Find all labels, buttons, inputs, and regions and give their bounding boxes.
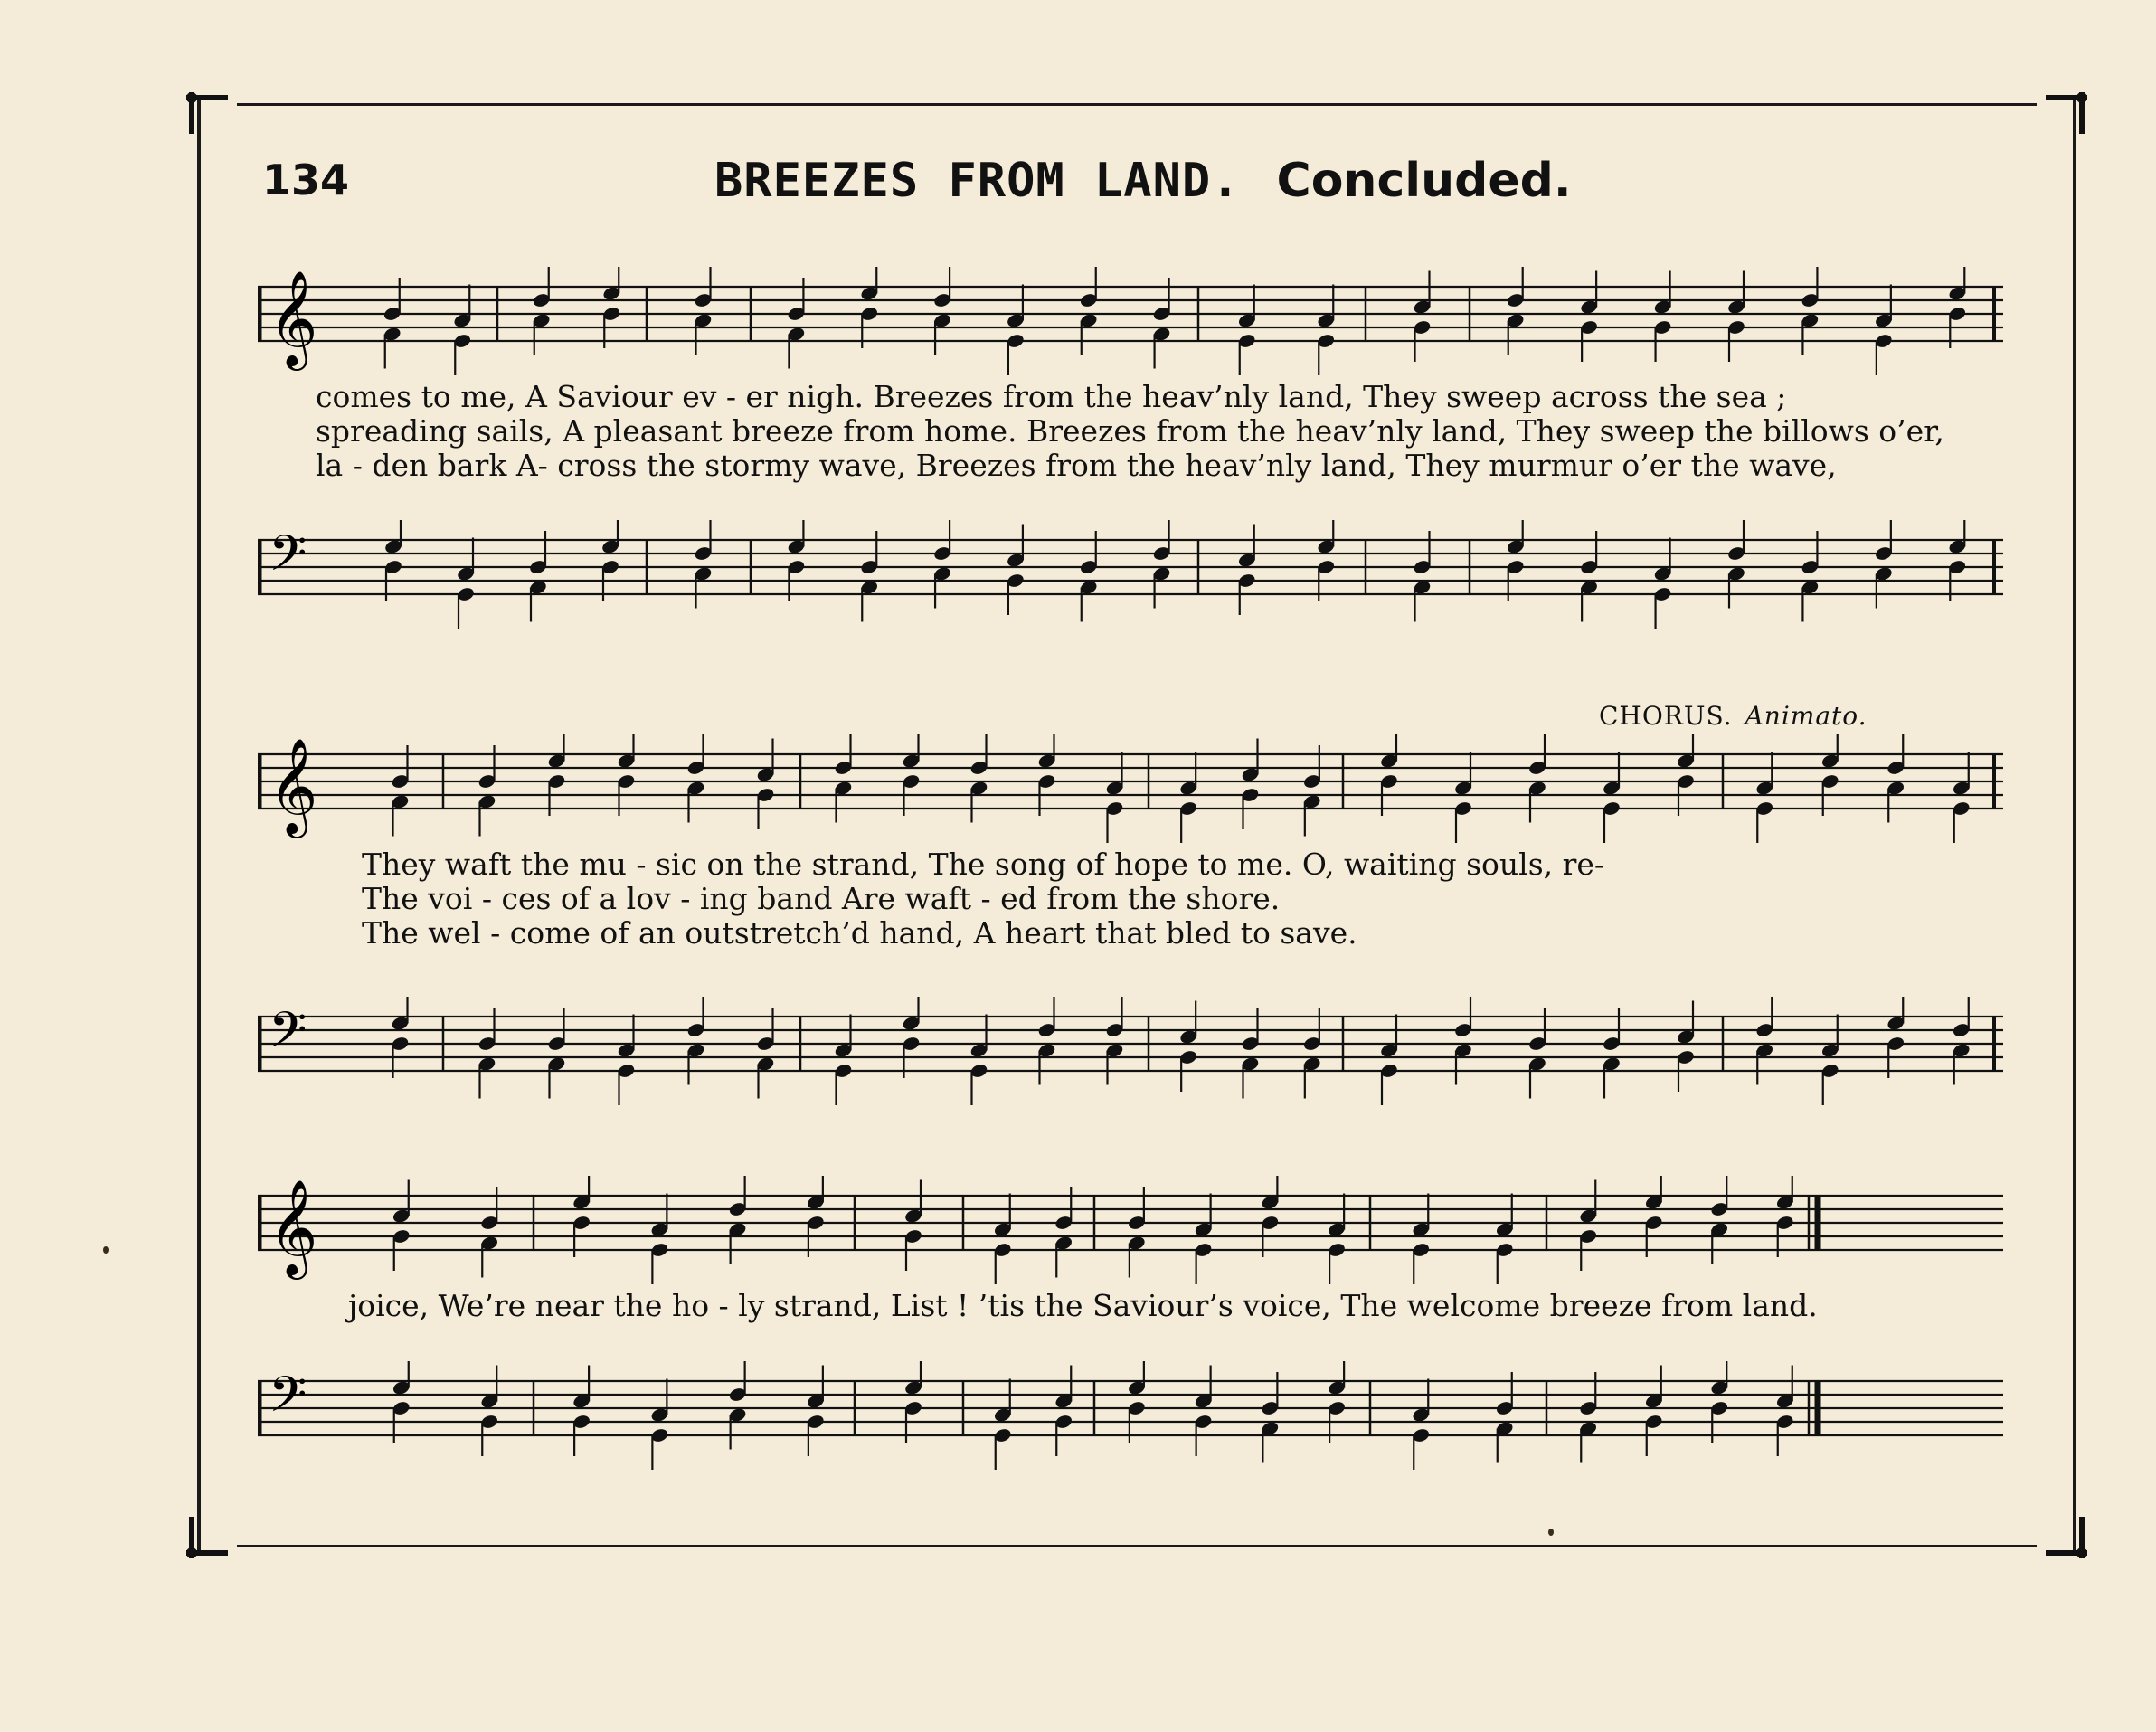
lyrics-block (316, 380, 1944, 483)
page-number: 134 (262, 156, 350, 204)
corner-ornament-icon (2037, 89, 2091, 143)
treble-staff (258, 1176, 2003, 1284)
frame-bottom-rule (237, 1545, 2037, 1547)
music-system-1 (258, 267, 2003, 594)
lyric-verse-3: The wel - come of an outstretch’d hand, A heart that bled to save. (362, 915, 1357, 951)
lyric-verse-3: la - den bark A- cross the stormy wave, Breezes from the heav’nly land, They murmur o’er the wave, (316, 448, 1837, 483)
corner-ornament-icon (183, 89, 237, 143)
corner-ornament-icon (183, 1508, 237, 1562)
lyrics-block (362, 847, 1604, 951)
bass-clef-icon: 𝄢 (269, 1001, 307, 1071)
treble-staff (258, 734, 2003, 843)
lyrics-block (348, 1289, 1818, 1323)
paper-speck (1548, 1529, 1554, 1536)
corner-ornament-icon (2037, 1508, 2091, 1562)
treble-clef-icon: 𝄞 (269, 1178, 318, 1275)
music-system-2 (258, 734, 2003, 1071)
bass-clef-icon: 𝄢 (269, 1366, 307, 1435)
chorus-heading: CHORUS. (1599, 701, 1733, 731)
lyric-verse-2: spreading sails, A pleasant breeze from home. Breezes from the heav’nly land, They sweep the billows o’er, (316, 413, 1944, 449)
bass-staff (258, 520, 2003, 629)
bass-staff (258, 997, 2003, 1105)
treble-clef-icon: 𝄞 (269, 737, 318, 834)
treble-clef-icon: 𝄞 (269, 270, 318, 366)
paper-speck (103, 1246, 109, 1254)
lyric-verse-1: joice, We’re near the ho - ly strand, List ! ’tis the Saviour’s voice, The welcome breeze from land. (348, 1288, 1818, 1323)
frame-top-rule (237, 103, 2037, 106)
bass-clef-icon: 𝄢 (269, 525, 307, 594)
song-title: BREEZES FROM LAND. (714, 154, 1241, 208)
lyric-verse-2: The voi - ces of a lov - ing band Are waft - ed from the shore. (362, 881, 1281, 916)
tempo-marking: Animato. (1745, 701, 1868, 731)
chorus-label (1599, 701, 1868, 731)
bass-staff (258, 1361, 2003, 1470)
treble-staff (258, 267, 2003, 375)
song-subtitle: Concluded. (1276, 154, 1572, 208)
page-title (714, 154, 1572, 208)
music-system-3 (258, 1176, 2003, 1435)
lyric-verse-1: comes to me, A Saviour ev - er nigh. Breezes from the heav’nly land, They sweep across the sea ; (316, 379, 1787, 414)
lyric-verse-1: They waft the mu - sic on the strand, The song of hope to me. O, waiting souls, re- (362, 847, 1605, 882)
